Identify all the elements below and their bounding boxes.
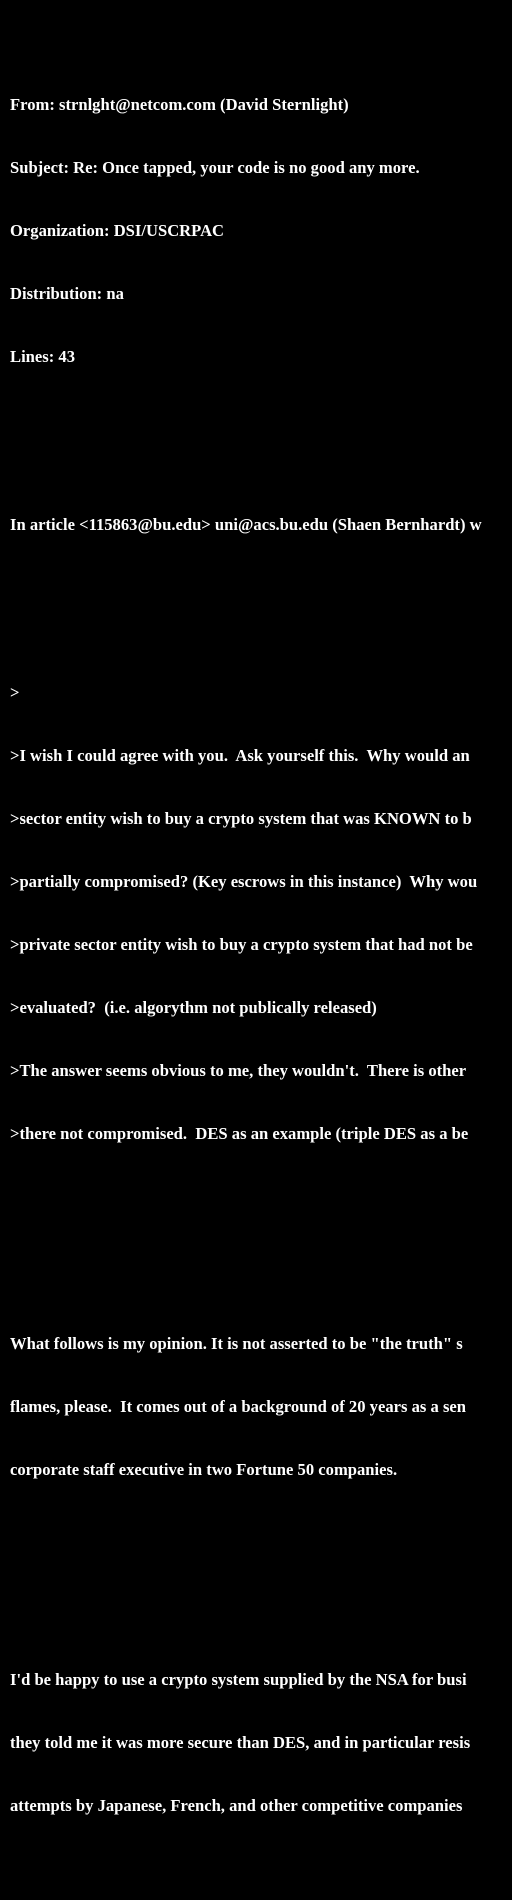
body-line: attempts by Japanese, French, and other competitive companies	[10, 1796, 463, 1815]
from-line: From: strnlght@netcom.com (David Sternlight)	[10, 95, 349, 114]
body-line: flames, please. It comes out of a background of 20 years as a sen	[10, 1397, 467, 1416]
quote-line: >there not compromised. DES as an example (triple DES as a be	[10, 1124, 469, 1143]
blank-line	[10, 1228, 482, 1249]
distribution-line: Distribution: na	[10, 284, 124, 303]
quote-line: >private sector entity wish to buy a crypto system that had not be	[10, 935, 473, 954]
message-body	[10, 10, 482, 1900]
quote-line: >evaluated? (i.e. algorythm not publically released)	[10, 998, 377, 1017]
quote-line: >partially compromised? (Key escrows in this instance) Why wou	[10, 872, 478, 891]
organization-line: Organization: DSI/USCRPAC	[10, 221, 225, 240]
message-header	[10, 52, 482, 409]
body-line: corporate staff executive in two Fortune 50 companies.	[10, 1460, 398, 1479]
body-line: they told me it was more secure than DES, and in particular resis	[10, 1733, 471, 1752]
quote-line: >I wish I could agree with you. Ask yourself this. Why would an	[10, 746, 470, 765]
blank-line	[10, 577, 482, 598]
blank-line	[10, 1564, 482, 1585]
quote-line: >	[10, 683, 20, 702]
attribution-line: In article <115863@bu.edu> uni@acs.bu.edu (Shaen Bernhardt) w	[10, 515, 482, 534]
subject-line: Subject: Re: Once tapped, your code is no good any more.	[10, 158, 420, 177]
quoted-text	[10, 640, 482, 1186]
paragraph-2	[10, 1627, 482, 1858]
body-line: I'd be happy to use a crypto system supplied by the NSA for busi	[10, 1670, 467, 1689]
lines-count-line: Lines: 43	[10, 347, 75, 366]
paragraph-1	[10, 1291, 482, 1522]
quote-line: >The answer seems obvious to me, they wouldn't. There is other	[10, 1061, 467, 1080]
blank-line	[10, 451, 482, 472]
quote-line: >sector entity wish to buy a crypto system that was KNOWN to b	[10, 809, 472, 828]
body-line: What follows is my opinion. It is not asserted to be "the truth" s	[10, 1334, 463, 1353]
